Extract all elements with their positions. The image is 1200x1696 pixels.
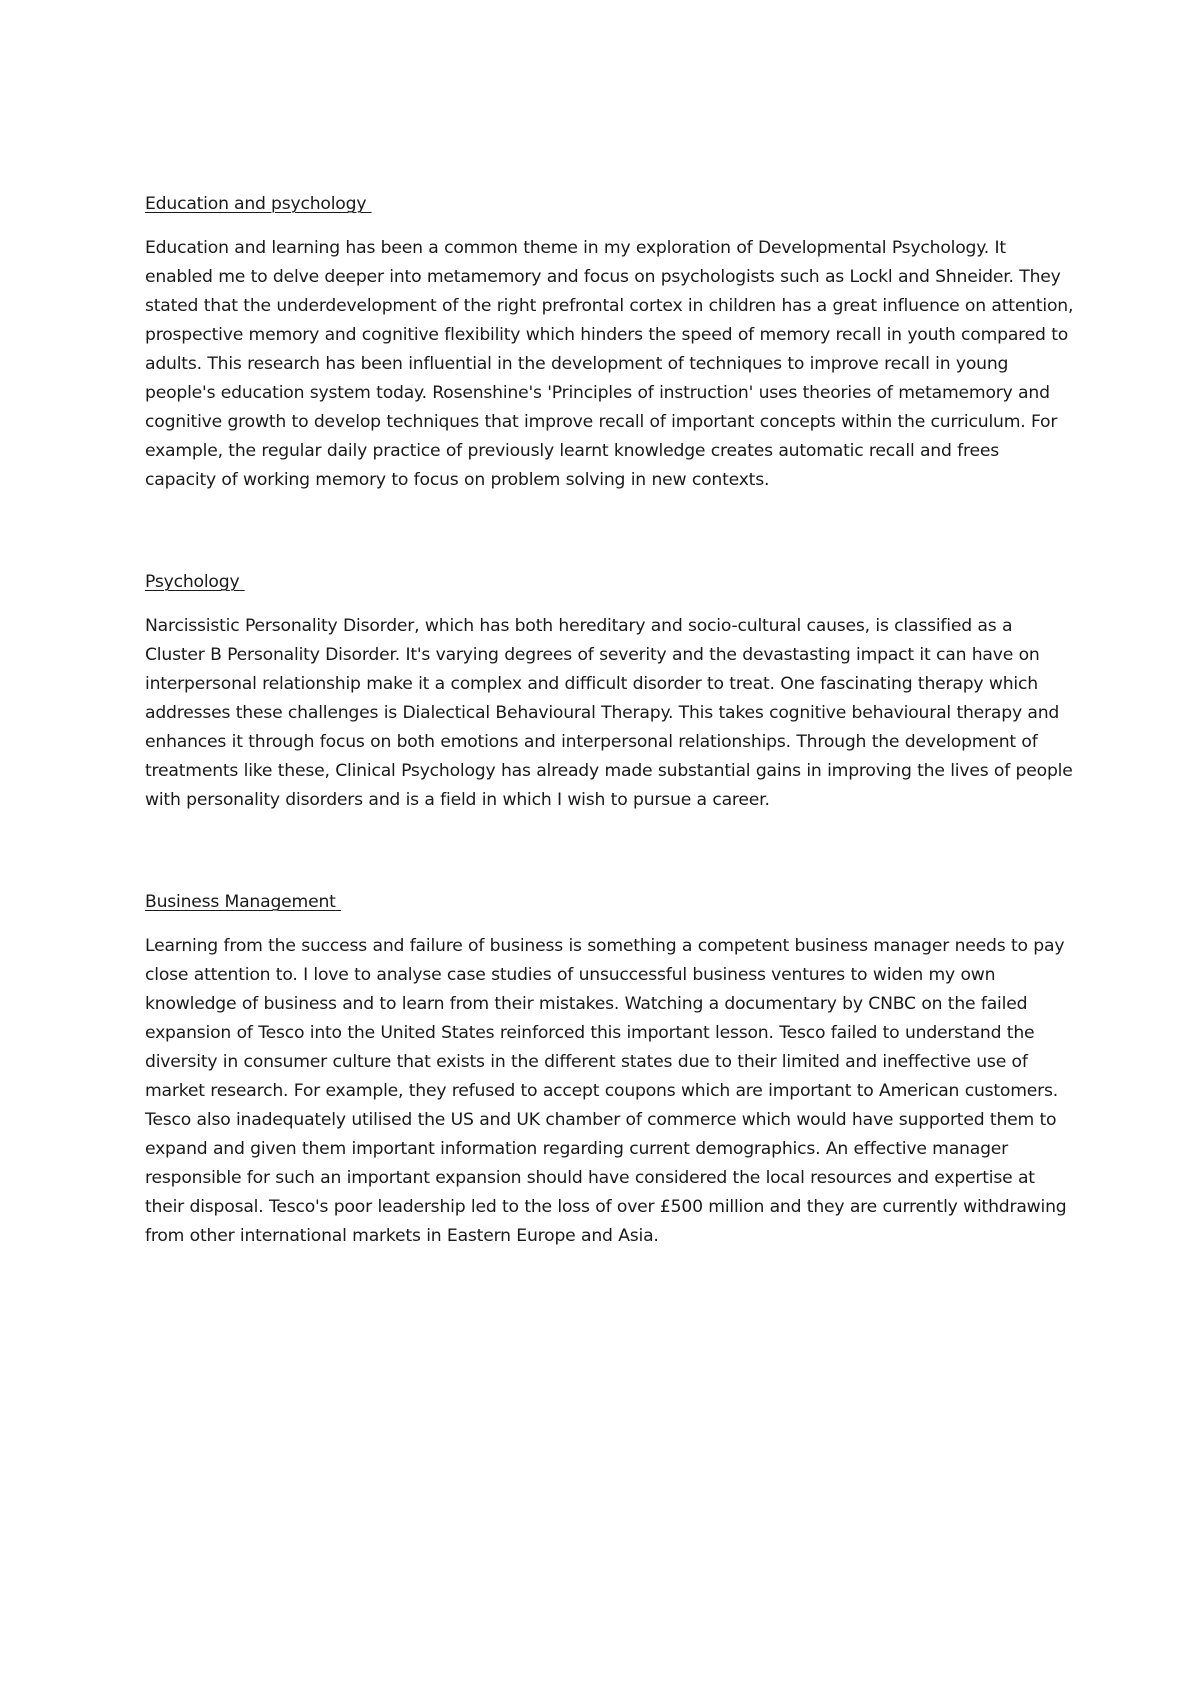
section-psychology: [145, 568, 1075, 815]
document-body: [145, 190, 1075, 1251]
section-paragraph: Learning from the success and failure of business is something a competent business manager needs to pay close attention to. I love to analyse case studies of unsuccessful business ventures to widen my own knowledge of business and to learn from their mistakes. Watching a documentary by CNBC on the failed expansion of Tesco into the United States reinforced this important lesson. Tesco failed to understand the diversity in consumer culture that exists in the different states due to their limited and ineffective use of market research. For example, they refused to accept coupons which are important to American customers. Tesco also inadequately utilised the US and UK chamber of commerce which would have supported them to expand and given them important information regarding current demographics. An effective manager responsible for such an important expansion should have considered the local resources and expertise at their disposal. Tesco's poor leadership led to the loss of over £500 million and they are currently withdrawing from other international markets in Eastern Europe and Asia.: [145, 936, 1067, 1246]
section-heading: Business Management: [145, 892, 336, 912]
section-paragraph: Narcissistic Personality Disorder, which has both hereditary and socio-cultural causes, is classified as a Cluster B Personality Disorder. It's varying degrees of severity and the devastasting impact it can have on interpersonal relationship make it a complex and difficult disorder to treat. One fascinating therapy which addresses these challenges is Dialectical Behavioural Therapy. This takes cognitive behavioural therapy and enhances it through focus on both emotions and interpersonal relationships. Through the development of treatments like these, Clinical Psychology has already made substantial gains in improving the lives of people with personality disorders and is a field in which I wish to pursue a career.: [145, 616, 1073, 810]
section-paragraph: Education and learning has been a common theme in my exploration of Developmental Psychology. It enabled me to delve deeper into metamemory and focus on psychologists such as Lockl and Shneider. They stated that the underdevelopment of the right prefrontal cortex in children has a great influence on attention, prospective memory and cognitive flexibility which hinders the speed of memory recall in youth compared to adults. This research has been influential in the development of techniques to improve recall in young people's education system today. Rosenshine's 'Principles of instruction' uses theories of metamemory and cognitive growth to develop techniques that improve recall of important concepts within the curriculum. For example, the regular daily practice of previously learnt knowledge creates automatic recall and frees capacity of working memory to focus on problem solving in new contexts.: [145, 238, 1074, 490]
section-heading: Education and psychology: [145, 194, 367, 214]
section-education-and-psychology: [145, 190, 1075, 495]
section-business-management: [145, 888, 1075, 1251]
section-heading: Psychology: [145, 572, 240, 592]
